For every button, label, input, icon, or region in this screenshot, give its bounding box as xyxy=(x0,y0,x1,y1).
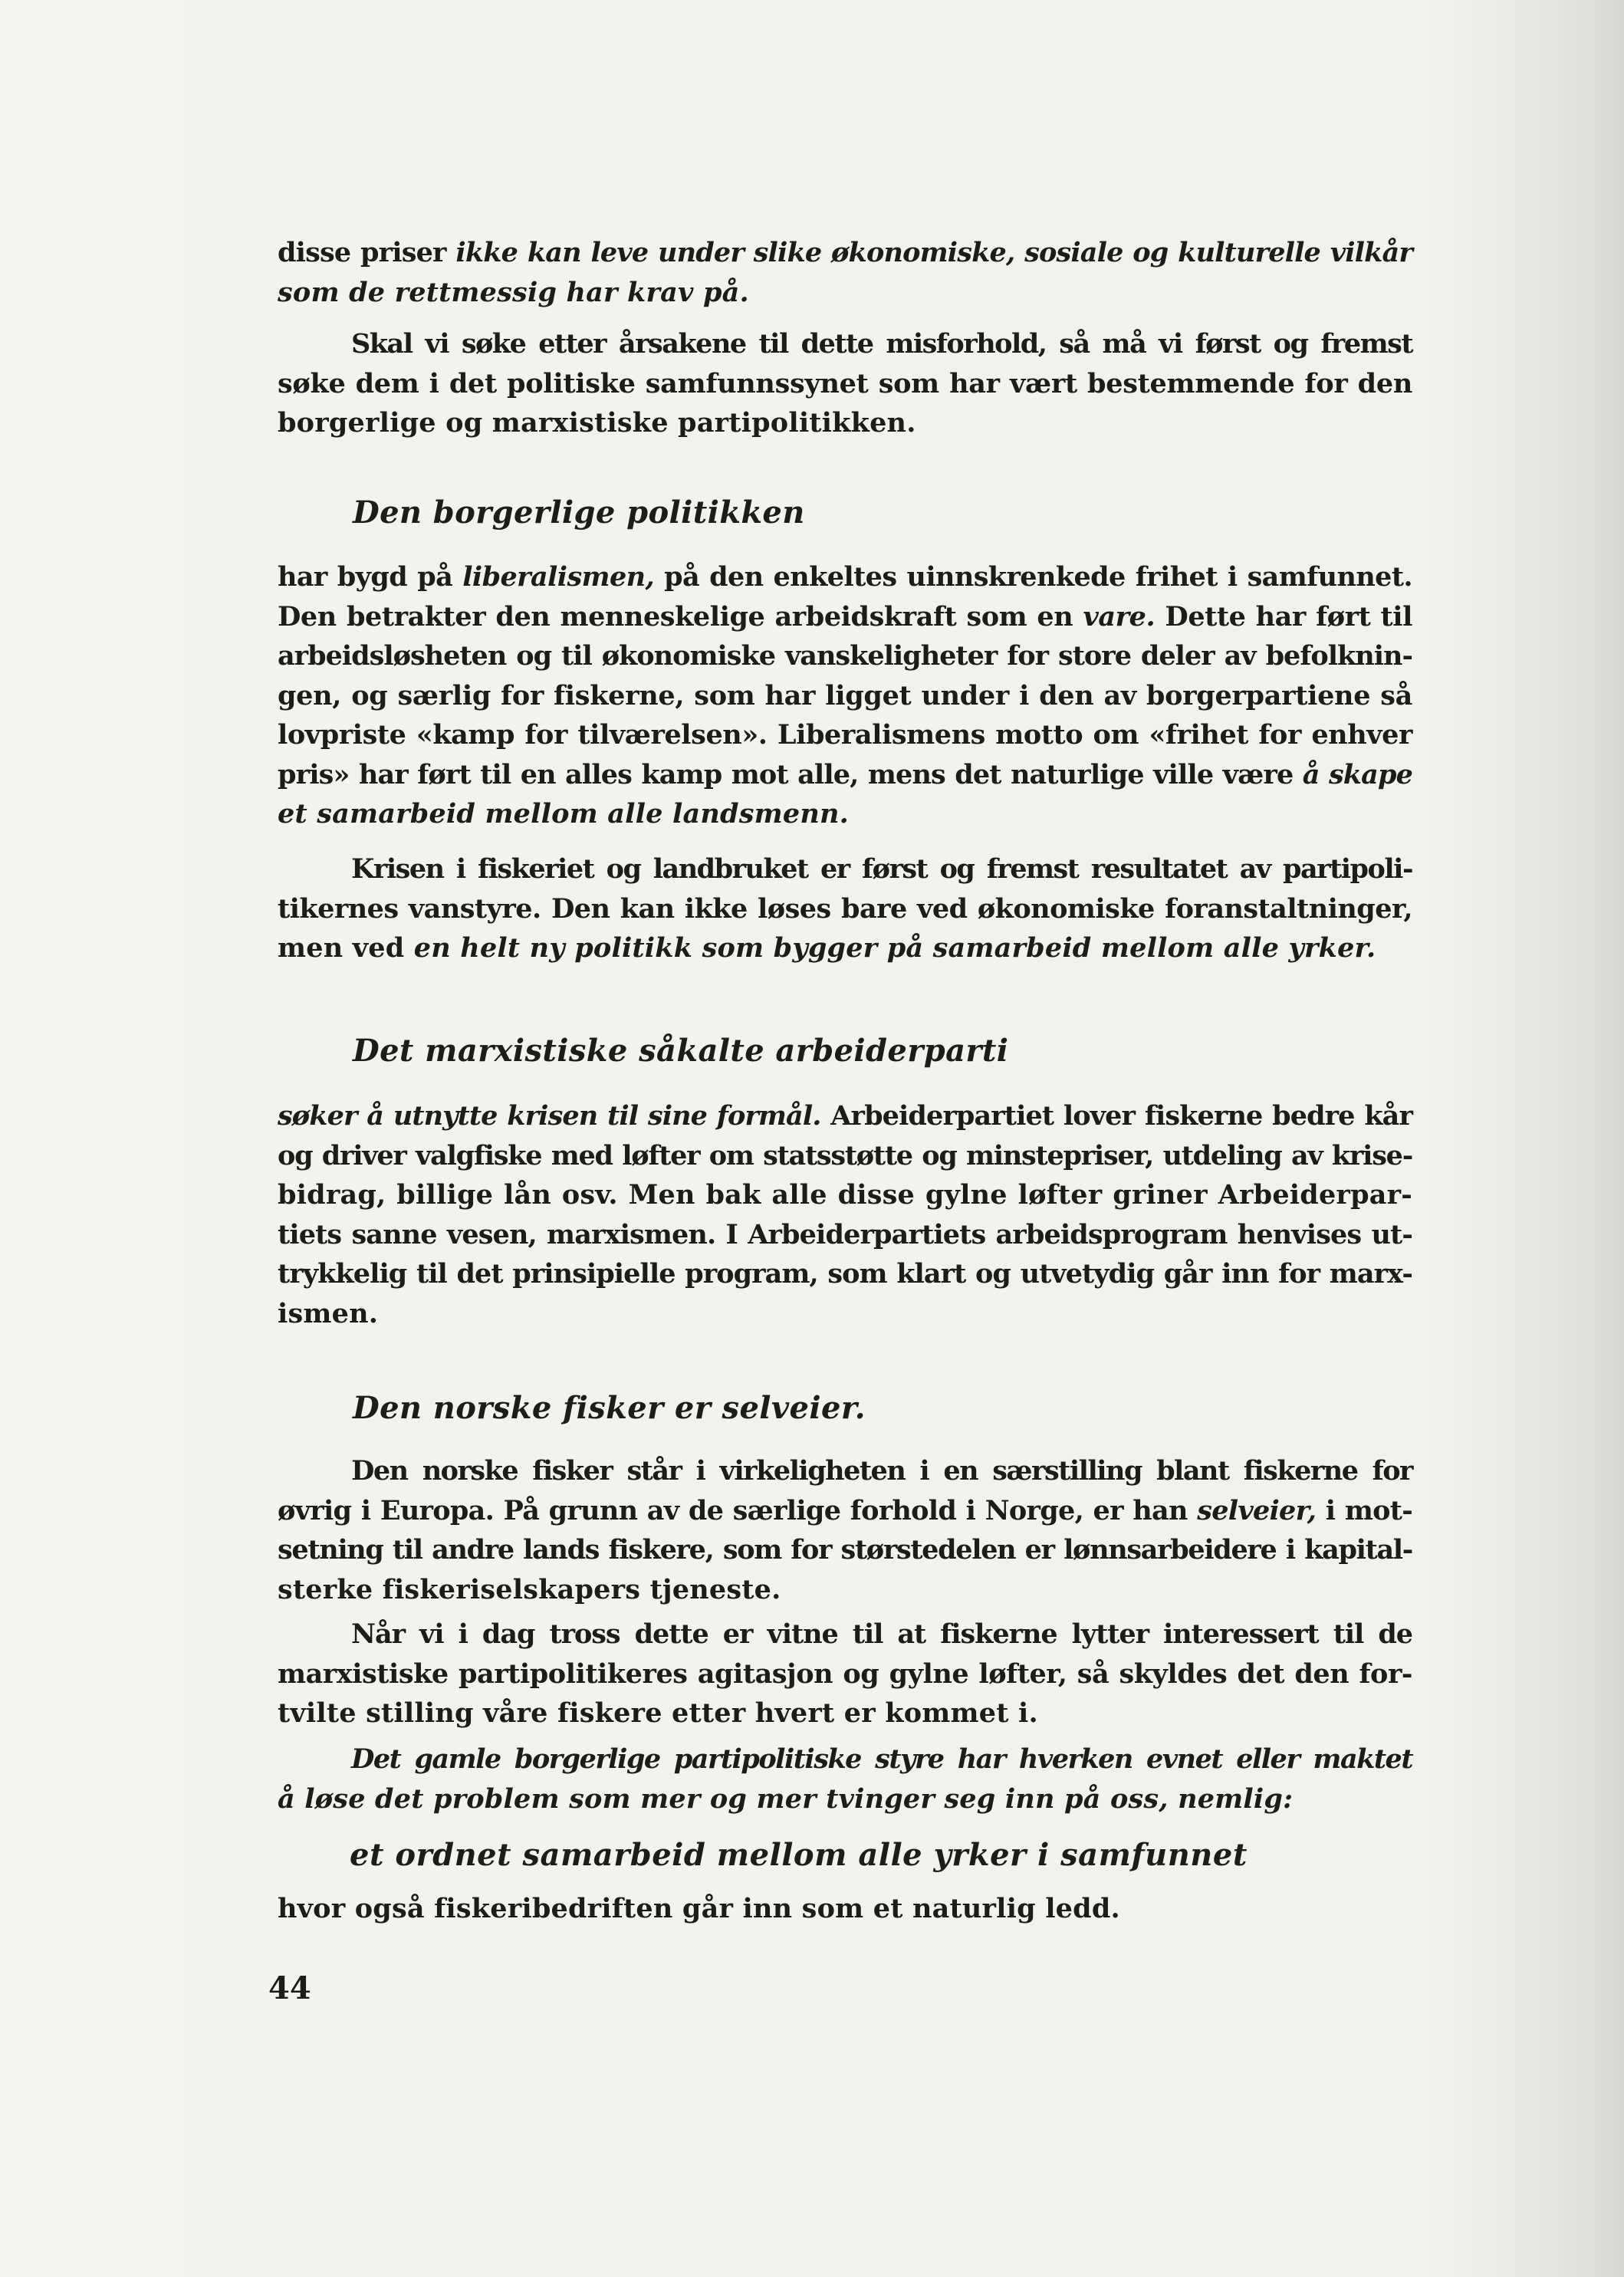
text-line xyxy=(278,1654,1412,1694)
text-line xyxy=(278,273,1412,313)
text-line xyxy=(278,1694,1412,1733)
text-run: Dette har ført til xyxy=(1155,600,1413,632)
text-line xyxy=(278,597,1412,637)
page-number: 44 xyxy=(268,1970,311,2006)
intro-paragraph-2 xyxy=(278,324,1412,443)
text-line xyxy=(278,1136,1412,1176)
text-run: disse priser xyxy=(278,237,456,268)
text-line: å løse det problem som mer og mer tvinger seg inn på oss, nemlig: xyxy=(278,1783,1294,1815)
text-line: Skal vi søke etter årsakene til dette misforhold, så må vi først og fremst xyxy=(351,328,1412,360)
emphasis-run: søker å utnytte krisen til sine formål. xyxy=(278,1100,821,1132)
text-run: gen, og særlig for fiskerne, som har ligget under i den av borgerpartiene så xyxy=(278,679,1412,711)
text-line: Det gamle borgerlige partipolitiske styre har hverken evnet eller maktet xyxy=(351,1743,1412,1775)
section3-paragraph-3 xyxy=(278,1740,1412,1819)
text-line xyxy=(278,676,1412,716)
section-heading-selveier: Den norske fisker er selveier. xyxy=(353,1390,866,1426)
emphasis-run: selveier, xyxy=(1197,1494,1317,1526)
section-heading-borgerlige: Den borgerlige politikken xyxy=(353,495,805,531)
text-run: trykkelig til det prinsipielle program, som klart og utvetydig går inn for marx- xyxy=(278,1258,1412,1290)
closing-line xyxy=(278,1889,1412,1929)
text-line xyxy=(278,928,1412,968)
text-run: Den norske fisker står i virkeligheten i en særstilling blant fiskerne for xyxy=(351,1455,1412,1487)
text-run: arbeidsløsheten og til økonomiske vanskeligheter for store deler av befolknin- xyxy=(278,640,1412,672)
text-line: søke dem i det politiske samfunnssynet som har vært bestemmende for den xyxy=(278,367,1412,399)
text-line xyxy=(278,1530,1412,1570)
text-line xyxy=(278,1451,1412,1491)
intro-paragraph-1 xyxy=(278,233,1412,312)
emphasis-run: å skape xyxy=(1302,758,1413,790)
emphasis-run: en helt ny politikk som bygger på samarbeid mellom alle yrker. xyxy=(413,932,1376,964)
text-run: tvilte stilling våre fiskere etter hvert er kommet i. xyxy=(278,1697,1038,1729)
text-line xyxy=(278,755,1412,795)
text-line xyxy=(278,715,1412,755)
text-run: og driver valgfiske med løfter om statsstøtte og minstepriser, utdeling av krise- xyxy=(278,1139,1412,1171)
section1-paragraph-1 xyxy=(278,557,1412,834)
text-line xyxy=(278,1254,1412,1294)
text-run: i mot- xyxy=(1316,1494,1413,1526)
text-run: pris» har ført til en alles kamp mot alle, mens det naturlige ville være xyxy=(278,758,1303,790)
motto-line: et ordnet samarbeid mellom alle yrker i samfunnet xyxy=(350,1837,1248,1873)
text-run: øvrig i Europa. På grunn av de særlige forhold i Norge, er han xyxy=(278,1494,1198,1526)
text-run: Den betrakter den menneskelige arbeidskraft som en xyxy=(278,600,1083,632)
text-run: bidrag, billige lån osv. Men bak alle disse gylne løfter griner Arbeiderpar- xyxy=(278,1179,1412,1211)
text-run: ismen. xyxy=(278,1297,379,1329)
text-line xyxy=(278,1175,1412,1215)
text-line xyxy=(278,889,1412,929)
text-run: Arbeiderpartiet lover fiskerne bedre kår xyxy=(820,1100,1412,1132)
text-line xyxy=(278,1615,1412,1654)
emphasis-run: et samarbeid mellom alle landsmenn. xyxy=(278,798,850,830)
text-run: tikernes vanstyre. Den kan ikke løses bare ved økonomiske foranstaltninger, xyxy=(278,892,1412,925)
text-run: har bygd på xyxy=(278,561,463,593)
text-run: men ved xyxy=(278,932,414,964)
emphasis-run: vare. xyxy=(1083,600,1156,632)
text-run: setning til andre lands fiskere, som for størstedelen er lønnsarbeidere i kapital- xyxy=(278,1534,1412,1566)
text-line xyxy=(278,1215,1412,1255)
text-line xyxy=(278,557,1412,597)
emphasis-run: som de rettmessig har krav på. xyxy=(278,276,749,308)
text-line: hvor også fiskeribedriften går inn som et naturlig ledd. xyxy=(278,1893,1120,1924)
text-run: på den enkeltes uinnskrenkede frihet i samfunnet. xyxy=(654,561,1412,593)
section3-paragraph-1 xyxy=(278,1451,1412,1609)
section-heading-marxistiske: Det marxistiske såkalte arbeiderparti xyxy=(353,1033,1009,1069)
text-run: Når vi i dag tross dette er vitne til at fiskerne lytter interessert til de xyxy=(351,1618,1412,1650)
section3-paragraph-2 xyxy=(278,1615,1412,1733)
text-line xyxy=(278,1570,1412,1610)
text-line xyxy=(278,794,1412,834)
text-line: borgerlige og marxistiske partipolitikken. xyxy=(278,407,916,439)
text-line xyxy=(278,233,1412,273)
text-line xyxy=(278,636,1412,676)
text-run: lovpriste «kamp for tilværelsen». Liberalismens motto om «frihet for enhver xyxy=(278,719,1412,751)
section1-paragraph-2 xyxy=(278,849,1412,968)
text-line xyxy=(278,1096,1412,1136)
text-run: sterke fiskeriselskapers tjeneste. xyxy=(278,1573,781,1605)
text-line xyxy=(278,849,1412,889)
section2-paragraph-1 xyxy=(278,1096,1412,1333)
text-run: tiets sanne vesen, marxismen. I Arbeiderpartiets arbeidsprogram henvises ut- xyxy=(278,1218,1412,1250)
text-run: marxistiske partipolitikeres agitasjon og gylne løfter, så skyldes det den for- xyxy=(278,1658,1412,1690)
emphasis-run: ikke kan leve under slike økonomiske, sosiale og kulturelle vilkår xyxy=(455,237,1413,268)
emphasis-run: liberalismen, xyxy=(462,561,655,593)
text-line xyxy=(278,1294,1412,1334)
text-line xyxy=(278,1491,1412,1531)
text-run: Krisen i fiskeriet og landbruket er først og fremst resultatet av partipoli- xyxy=(351,853,1412,885)
